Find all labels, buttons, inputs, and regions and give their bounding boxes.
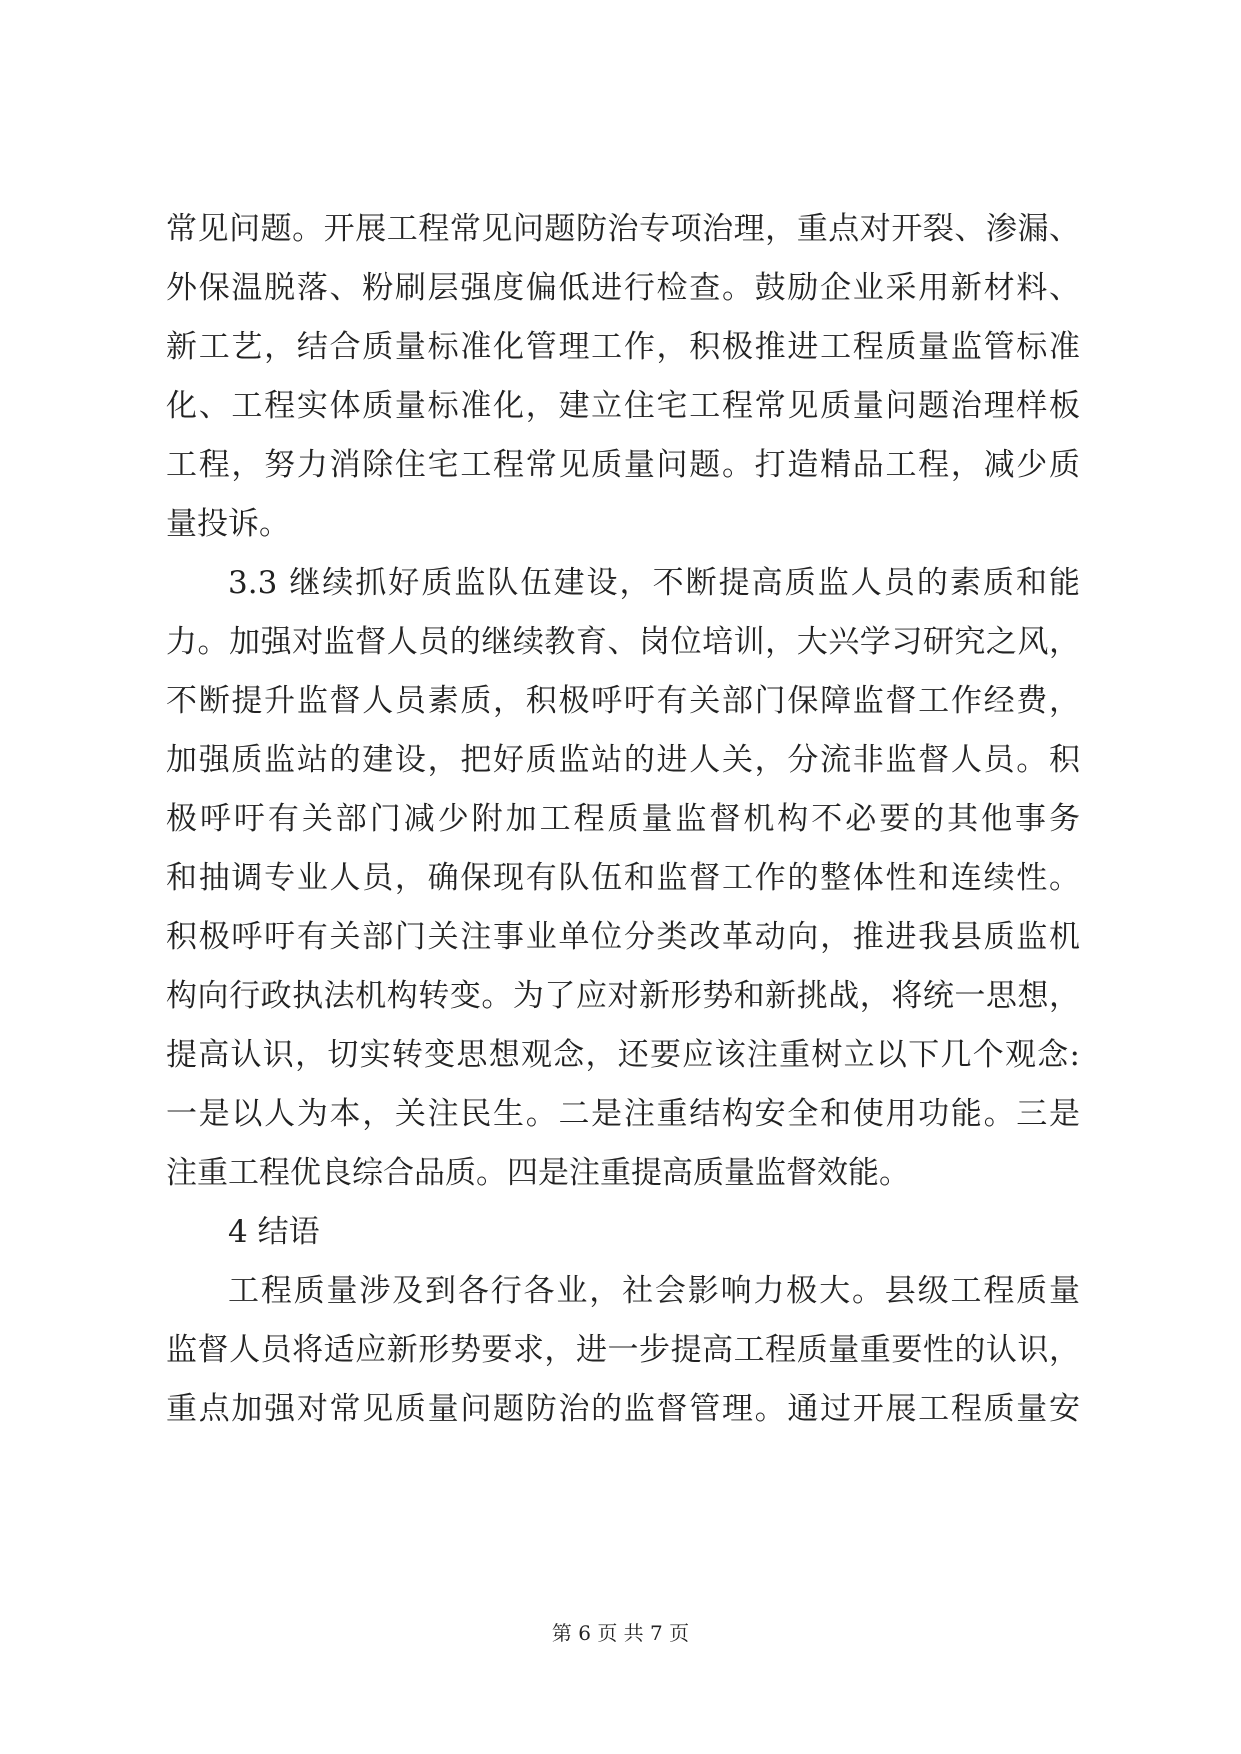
- page-footer: 第 6 页 共 7 页: [551, 1621, 690, 1645]
- text-line: 提高认识，切实转变思想观念，还要应该注重树立以下几个观念:: [166, 1037, 1080, 1073]
- paragraph: [166, 1262, 1080, 1439]
- text-line: 注重工程优良综合品质。四是注重提高质量监督效能。: [166, 1155, 910, 1191]
- text-line: 积极呼吁有关部门关注事业单位分类改革动向，推进我县质监机: [166, 919, 1080, 955]
- text-line: 化、工程实体质量标准化，建立住宅工程常见质量问题治理样板: [166, 388, 1080, 424]
- text-line: 工程，努力消除住宅工程常见质量问题。打造精品工程，减少质: [166, 447, 1080, 483]
- text-line: 新工艺，结合质量标准化管理工作，积极推进工程质量监管标准: [166, 329, 1080, 365]
- text-line: 量投诉。: [166, 506, 290, 542]
- text-line: 重点加强对常见质量问题防治的监督管理。通过开展工程质量安: [166, 1391, 1080, 1427]
- paragraph: [166, 554, 1080, 1203]
- text-line: 一是以人为本，关注民生。二是注重结构安全和使用功能。三是: [166, 1096, 1080, 1132]
- paragraph: [166, 200, 1080, 554]
- text-line: 极呼吁有关部门减少附加工程质量监督机构不必要的其他事务: [166, 801, 1080, 837]
- text-line: 构向行政执法机构转变。为了应对新形势和新挑战，将统一思想，: [166, 978, 1080, 1014]
- paragraph: [166, 1203, 1080, 1262]
- text-line: 监督人员将适应新形势要求，进一步提高工程质量重要性的认识，: [166, 1332, 1080, 1368]
- text-line: 4 结语: [228, 1214, 320, 1250]
- text-line: 力。加强对监督人员的继续教育、岗位培训，大兴学习研究之风，: [166, 624, 1080, 660]
- text-line: 常见问题。开展工程常见问题防治专项治理，重点对开裂、渗漏、: [166, 211, 1080, 247]
- text-line: 加强质监站的建设，把好质监站的进人关，分流非监督人员。积: [166, 742, 1080, 778]
- document-body: [166, 200, 1080, 1439]
- text-line: 外保温脱落、粉刷层强度偏低进行检查。鼓励企业采用新材料、: [166, 270, 1080, 306]
- text-line: 3.3 继续抓好质监队伍建设，不断提高质监人员的素质和能: [228, 565, 1080, 601]
- text-line: 和抽调专业人员，确保现有队伍和监督工作的整体性和连续性。: [166, 860, 1080, 896]
- text-line: 不断提升监督人员素质，积极呼吁有关部门保障监督工作经费，: [166, 683, 1080, 719]
- text-line: 工程质量涉及到各行各业，社会影响力极大。县级工程质量: [228, 1273, 1080, 1309]
